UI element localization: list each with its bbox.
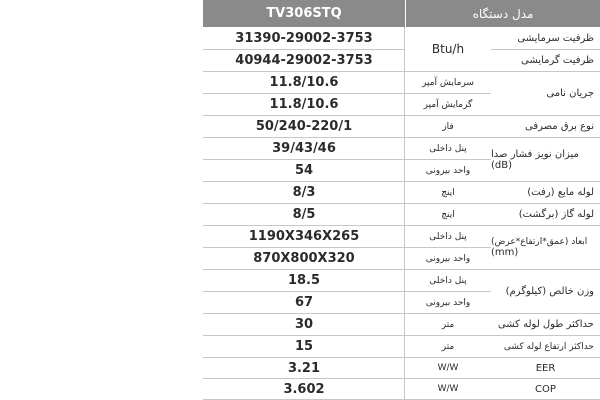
- weight-indoor-value: 18.5: [203, 270, 405, 292]
- noise-indoor-value: 39/43/46: [203, 138, 405, 160]
- model-label: مدل دستگاه: [406, 0, 600, 27]
- gas-pipe-value: 8/5: [203, 204, 405, 226]
- cooling-capacity-label: ظرفیت سرمایشی: [491, 27, 600, 50]
- current-cooling-value: 11.8/10.6: [203, 72, 405, 94]
- dims-indoor-value: 1190X346X265: [203, 226, 405, 248]
- spec-table: [203, 0, 600, 400]
- noise-outdoor-unit: واحد بیرونی: [405, 160, 491, 182]
- heating-capacity-label: ظرفیت گرمایشی: [491, 50, 600, 72]
- dims-label-cell: [491, 226, 600, 270]
- dims-outdoor-value: 870X800X320: [203, 248, 405, 270]
- heating-capacity-value: 40944-29002-3753: [203, 50, 405, 72]
- pipe-height-label: حداکثر ارتفاع لوله کشی: [491, 336, 600, 358]
- weight-label: وزن خالص (کیلوگرم): [491, 270, 600, 314]
- dims-label: ابعاد (عمق*ارتفاع*عرض): [491, 237, 588, 247]
- power-unit: فاز: [405, 116, 491, 138]
- current-cooling-unit: سرمایش آمپر: [405, 72, 491, 94]
- eer-label: EER: [491, 358, 600, 379]
- weight-outdoor-unit: واحد بیرونی: [405, 292, 491, 314]
- noise-label-cell: [491, 138, 600, 182]
- current-heating-unit: گرمایش آمپر: [405, 94, 491, 116]
- noise-label-unit: (dB): [491, 159, 513, 171]
- liquid-pipe-value: 8/3: [203, 182, 405, 204]
- current-label: جریان نامی: [491, 72, 600, 116]
- capacity-unit: Btu/h: [405, 27, 491, 72]
- power-label: نوع برق مصرفی: [491, 116, 600, 138]
- current-heating-value: 11.8/10.6: [203, 94, 405, 116]
- column-divider: [404, 27, 405, 400]
- cop-value: 3.602: [203, 379, 405, 400]
- pipe-height-unit: متر: [405, 336, 491, 358]
- noise-outdoor-value: 54: [203, 160, 405, 182]
- gas-pipe-unit: اینچ: [405, 204, 491, 226]
- weight-indoor-unit: پنل داخلی: [405, 270, 491, 292]
- cooling-capacity-value: 31390-29002-3753: [203, 27, 405, 50]
- power-value: 50/240-220/1: [203, 116, 405, 138]
- cop-label: COP: [491, 379, 600, 400]
- eer-value: 3.21: [203, 358, 405, 379]
- liquid-pipe-label: لوله مایع (رفت): [491, 182, 600, 204]
- weight-outdoor-value: 67: [203, 292, 405, 314]
- pipe-height-value: 15: [203, 336, 405, 358]
- dims-indoor-unit: پنل داخلی: [405, 226, 491, 248]
- dims-label-unit: (mm): [491, 247, 519, 258]
- model-name: TV306STQ: [203, 0, 405, 27]
- pipe-length-value: 30: [203, 314, 405, 336]
- eer-unit: W/W: [405, 358, 491, 379]
- pipe-length-unit: متر: [405, 314, 491, 336]
- noise-indoor-unit: پنل داخلی: [405, 138, 491, 160]
- gas-pipe-label: لوله گاز (برگشت): [491, 204, 600, 226]
- dims-outdoor-unit: واحد بیرونی: [405, 248, 491, 270]
- cop-unit: W/W: [405, 379, 491, 400]
- liquid-pipe-unit: اینچ: [405, 182, 491, 204]
- pipe-length-label: حداکثر طول لوله کشی: [491, 314, 600, 336]
- noise-label: میزان نویز فشار صدا: [491, 148, 579, 160]
